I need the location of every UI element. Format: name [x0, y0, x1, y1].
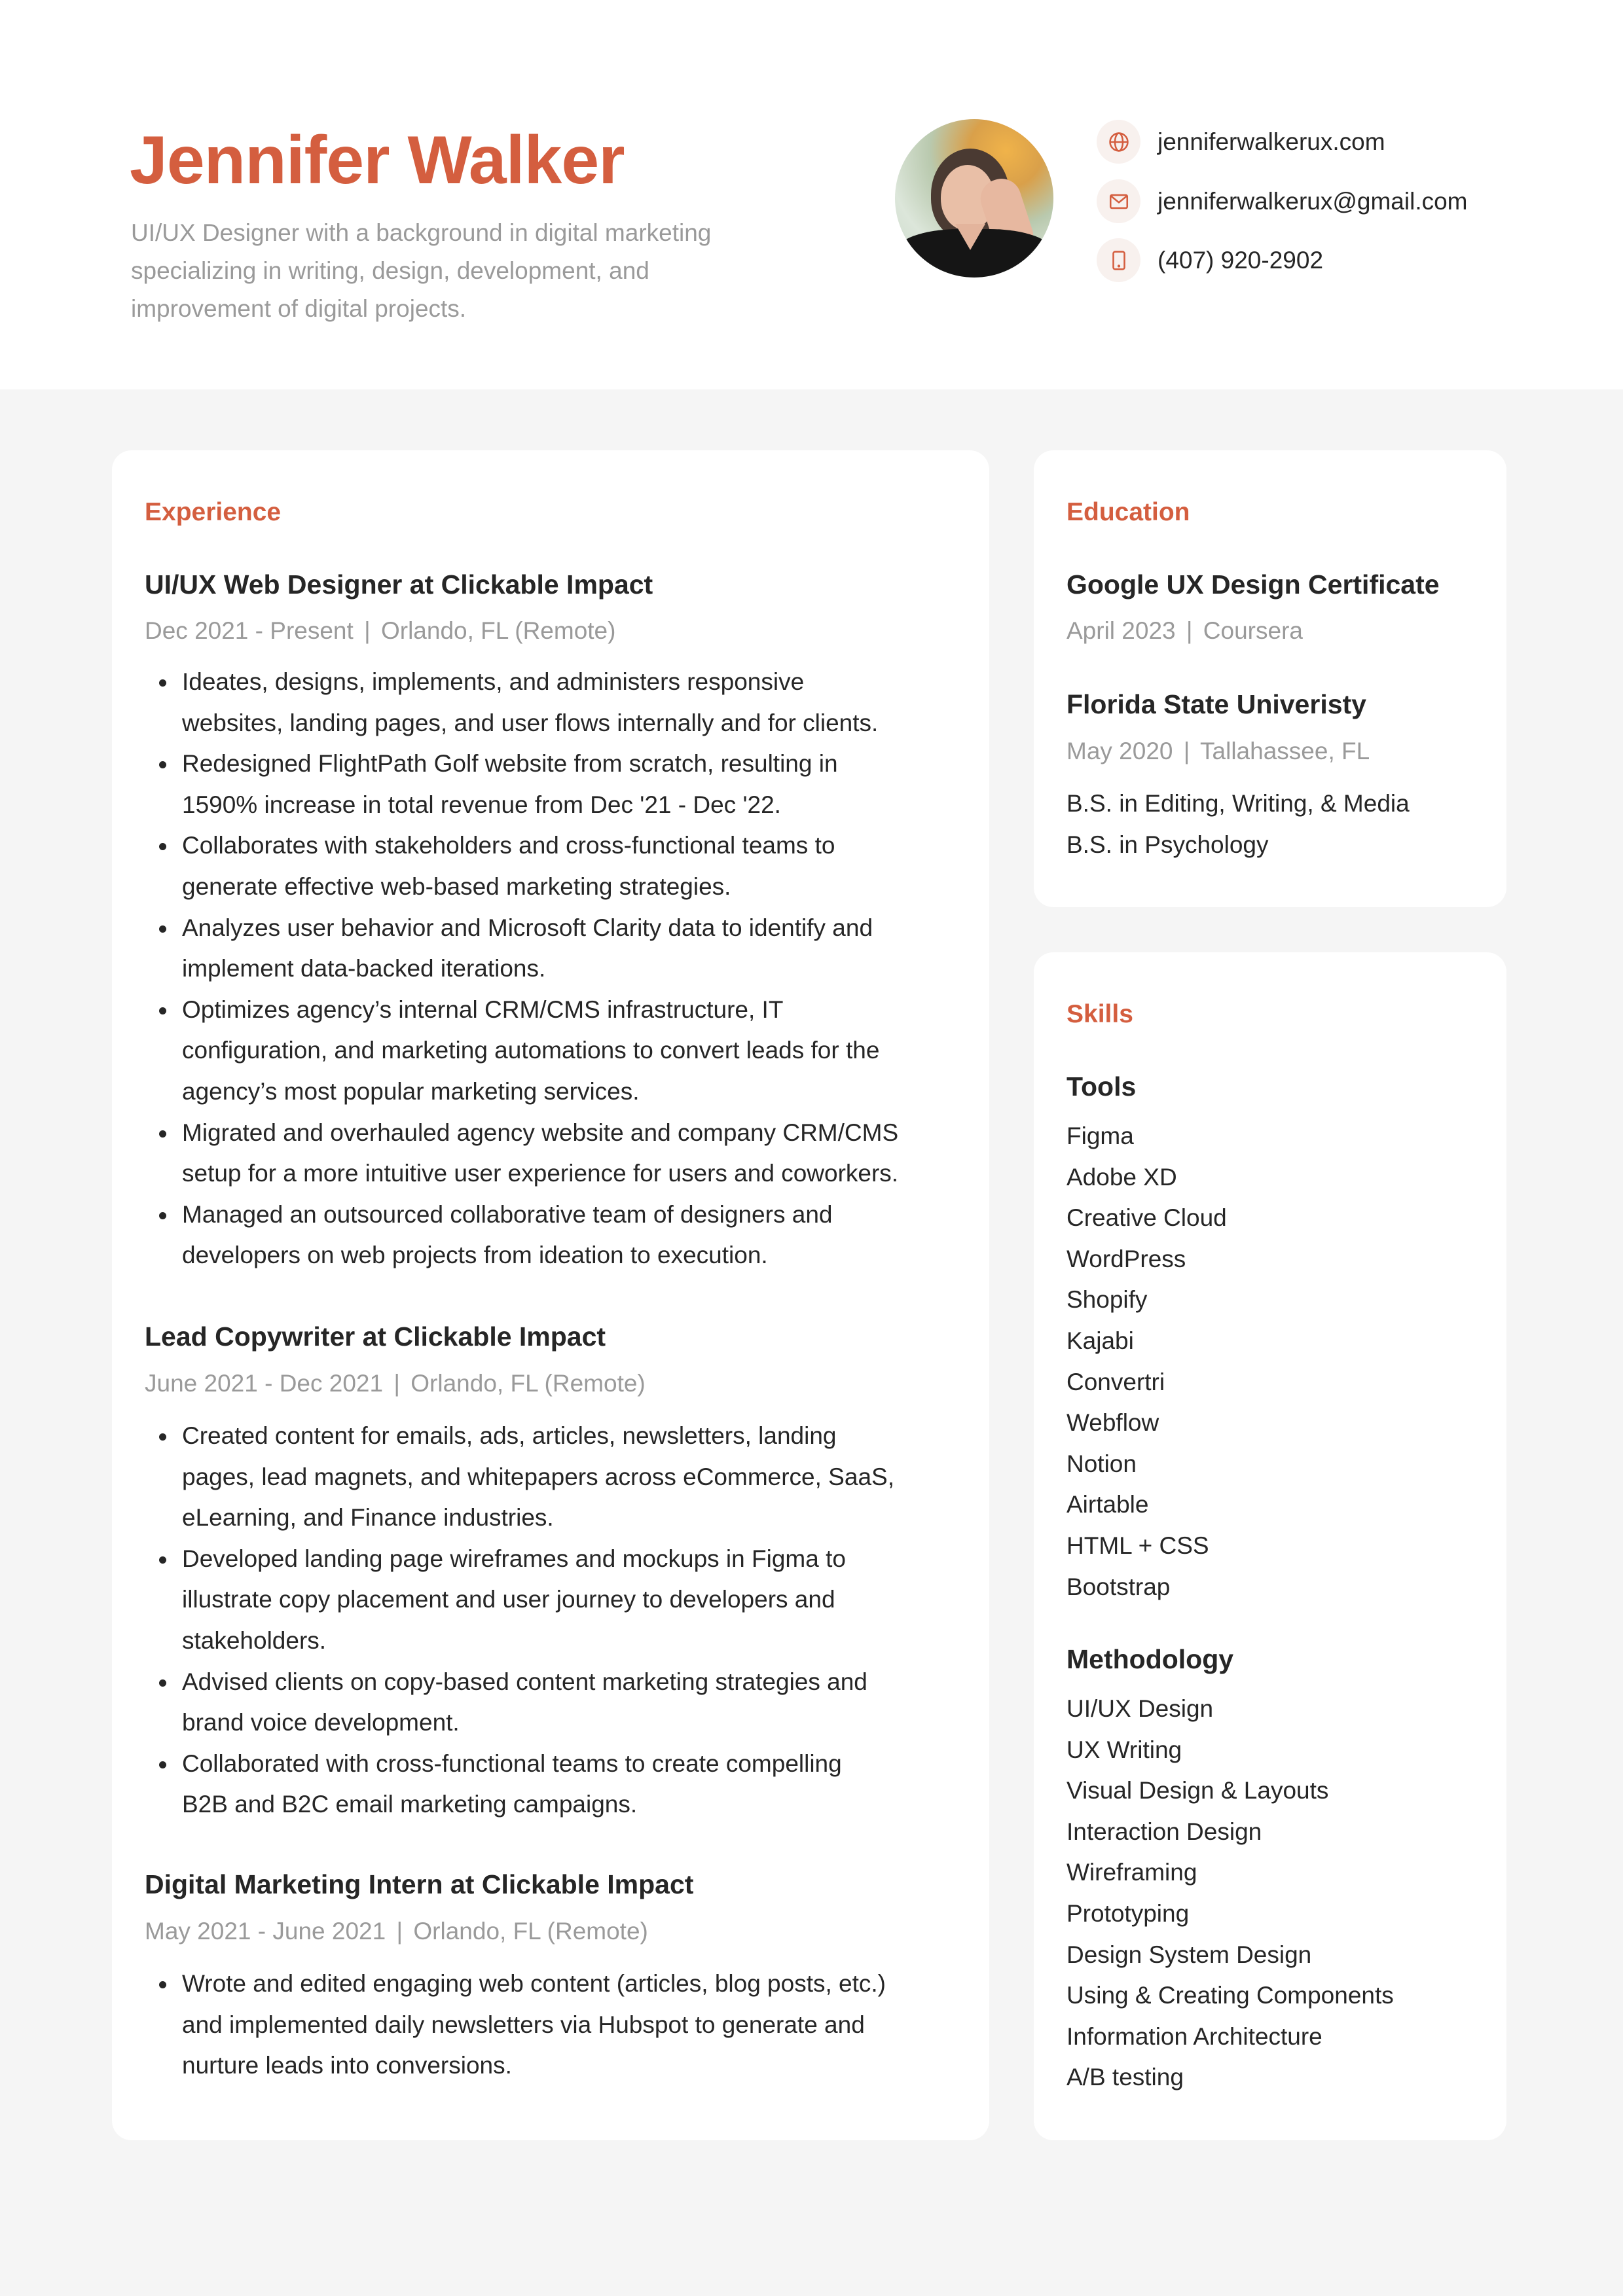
bullet-line: Optimizes agency’s internal CRM/CMS infrastructure, IT [182, 996, 784, 1023]
experience-heading: Experience [145, 498, 282, 526]
summary [131, 214, 825, 328]
skill-item: Shopify [1067, 1286, 1148, 1314]
separator: | [396, 1918, 403, 1945]
bullet-line: agency’s most popular marketing services. [182, 1077, 640, 1105]
bullet-item [145, 1964, 963, 2087]
methodology-heading: Methodology [1067, 1644, 1234, 1674]
job-location: Orlando, FL (Remote) [410, 1370, 646, 1397]
skill-item: Interaction Design [1067, 1818, 1262, 1845]
education-place: Tallahassee, FL [1200, 738, 1370, 764]
job-bullets [145, 1416, 963, 1825]
education-meta [1067, 735, 1370, 768]
bullet-line: websites, landing pages, and user flows internally and for clients. [182, 709, 879, 736]
skill-item: Kajabi [1067, 1327, 1134, 1354]
bullet-line: Wrote and edited engaging web content (articles, blog posts, etc.) [182, 1970, 886, 1997]
job-meta [145, 1367, 646, 1400]
skill-item: UX Writing [1067, 1736, 1182, 1763]
bullet-dot [159, 1981, 166, 1988]
bullet-dot [159, 761, 166, 768]
bullet-line: Ideates, designs, implements, and administers responsive [182, 668, 805, 695]
skill-item: Bootstrap [1067, 1573, 1171, 1600]
education-date: May 2020 [1067, 738, 1173, 764]
skill-item: Using & Creating Components [1067, 1982, 1394, 2009]
degree-item: B.S. in Editing, Writing, & Media [1067, 790, 1410, 817]
tools-list [1067, 1116, 1227, 1607]
phone-icon [1097, 238, 1140, 282]
skill-item: Information Architecture [1067, 2022, 1322, 2050]
job-title: Digital Marketing Intern at Clickable Impact [145, 1869, 694, 1899]
bullet-dot [159, 925, 166, 933]
bullet-line: illustrate copy placement and user journey to developers and [182, 1586, 835, 1613]
bullet-dot [159, 1761, 166, 1768]
skill-item: Creative Cloud [1067, 1204, 1227, 1232]
header [0, 0, 1623, 389]
bullet-item [145, 825, 963, 907]
bullet-dot [159, 1130, 166, 1138]
job-dates: June 2021 - Dec 2021 [145, 1370, 384, 1397]
job-bullets [145, 1964, 963, 2087]
bullet-item [145, 990, 963, 1113]
job-location: Orlando, FL (Remote) [413, 1918, 648, 1945]
bullet-line: Developed landing page wireframes and mockups in Figma to [182, 1545, 846, 1572]
experience-card [112, 450, 989, 2140]
bullet-item [145, 1662, 963, 1744]
skill-item: Convertri [1067, 1368, 1165, 1395]
skill-item: Notion [1067, 1450, 1137, 1477]
skill-item: Webflow [1067, 1409, 1159, 1437]
job-dates: Dec 2021 - Present [145, 617, 354, 644]
skill-item: Adobe XD [1067, 1163, 1177, 1191]
skill-item: Prototyping [1067, 1899, 1190, 1927]
bullet-item [145, 1744, 963, 1825]
bullet-line: setup for a more intuitive user experience for users and coworkers. [182, 1160, 899, 1187]
bullet-item [145, 1113, 963, 1194]
globe-icon [1097, 120, 1140, 164]
bullet-line: brand voice development. [182, 1709, 460, 1736]
skill-item: A/B testing [1067, 2064, 1184, 2091]
job-title: UI/UX Web Designer at Clickable Impact [145, 569, 653, 600]
bullet-line: Created content for emails, ads, articles, newsletters, landing [182, 1422, 837, 1449]
education-date: April 2023 [1067, 617, 1176, 644]
bullet-line: Collaborated with cross-functional teams to create compelling [182, 1749, 842, 1777]
bullet-line: Analyzes user behavior and Microsoft Clarity data to identify and [182, 914, 873, 941]
separator: | [1183, 738, 1190, 764]
bullet-line: implement data-backed iterations. [182, 955, 546, 982]
phone-link[interactable]: (407) 920-2902 [1158, 246, 1324, 274]
contact-email[interactable] [1097, 179, 1555, 223]
bullet-item [145, 744, 963, 825]
skill-item: HTML + CSS [1067, 1532, 1209, 1559]
skill-item: Wireframing [1067, 1859, 1197, 1886]
bullet-line: pages, lead magnets, and whitepapers across eCommerce, SaaS, [182, 1463, 894, 1490]
bullet-dot [159, 1556, 166, 1564]
education-card [1034, 450, 1506, 907]
education-place: Coursera [1203, 617, 1303, 644]
skill-item: Visual Design & Layouts [1067, 1777, 1329, 1804]
bullet-item [145, 662, 963, 744]
bullet-dot [159, 679, 166, 687]
skills-heading: Skills [1067, 1000, 1133, 1028]
skill-item: WordPress [1067, 1245, 1186, 1272]
mail-icon [1097, 179, 1140, 223]
bullet-line: 1590% increase in total revenue from Dec '21 - Dec '22. [182, 791, 781, 818]
profile-photo [895, 119, 1053, 278]
education-name: Florida State Univeristy [1067, 689, 1366, 719]
bullet-line: B2B and B2C email marketing campaigns. [182, 1791, 638, 1818]
education-name: Google UX Design Certificate [1067, 569, 1440, 600]
job-meta [145, 615, 615, 647]
contact-phone[interactable] [1097, 238, 1555, 282]
summary-line: UI/UX Designer with a background in digital marketing [131, 219, 712, 246]
summary-line: specializing in writing, design, development, and [131, 257, 649, 284]
job-bullets [145, 662, 963, 1276]
name-heading: Jennifer Walker [130, 122, 625, 198]
website-link[interactable]: jenniferwalkerux.com [1158, 128, 1385, 155]
degree-item: B.S. in Psychology [1067, 831, 1269, 858]
job-dates: May 2021 - June 2021 [145, 1918, 386, 1945]
separator: | [1186, 617, 1193, 644]
contact-website[interactable] [1097, 120, 1555, 164]
bullet-item [145, 908, 963, 990]
bullet-line: Managed an outsourced collaborative team of designers and [182, 1200, 833, 1228]
job-location: Orlando, FL (Remote) [380, 617, 616, 644]
bullet-line: stakeholders. [182, 1626, 327, 1654]
bullet-dot [159, 1212, 166, 1219]
summary-line: improvement of digital projects. [131, 295, 467, 322]
bullet-item [145, 1539, 963, 1662]
skill-item: UI/UX Design [1067, 1695, 1214, 1722]
bullet-line: generate effective web-based marketing strategies. [182, 872, 731, 900]
degree-list [1067, 783, 1410, 865]
bullet-dot [159, 1433, 166, 1441]
tools-heading: Tools [1067, 1071, 1137, 1102]
bullet-dot [159, 1679, 166, 1687]
bullet-item [145, 1416, 963, 1539]
skill-item: Airtable [1067, 1491, 1149, 1518]
skill-item: Design System Design [1067, 1941, 1312, 1968]
bullet-line: configuration, and marketing automations to convert leads for the [182, 1037, 880, 1064]
bullet-line: Redesigned FlightPath Golf website from scratch, resulting in [182, 750, 838, 778]
bullet-line: Collaborates with stakeholders and cross-functional teams to [182, 832, 835, 859]
bullet-dot [159, 843, 166, 850]
bullet-item [145, 1194, 963, 1276]
bullet-line: developers on web projects from ideation to execution. [182, 1242, 768, 1269]
bullet-line: Migrated and overhauled agency website and company CRM/CMS [182, 1119, 899, 1146]
education-meta [1067, 615, 1303, 647]
skill-item: Figma [1067, 1122, 1134, 1149]
email-link[interactable]: jenniferwalkerux@gmail.com [1158, 187, 1468, 215]
separator: | [393, 1370, 400, 1397]
bullet-dot [159, 1007, 166, 1014]
bullet-line: Advised clients on copy-based content marketing strategies and [182, 1668, 867, 1695]
skills-card [1034, 952, 1506, 2140]
job-title: Lead Copywriter at Clickable Impact [145, 1321, 606, 1352]
job-meta [145, 1915, 648, 1948]
bullet-line: and implemented daily newsletters via Hubspot to generate and [182, 2011, 865, 2038]
separator: | [364, 617, 371, 644]
bullet-line: nurture leads into conversions. [182, 2052, 512, 2079]
methodology-list [1067, 1689, 1394, 2098]
bullet-line: eLearning, and Finance industries. [182, 1504, 554, 1532]
education-heading: Education [1067, 498, 1190, 526]
